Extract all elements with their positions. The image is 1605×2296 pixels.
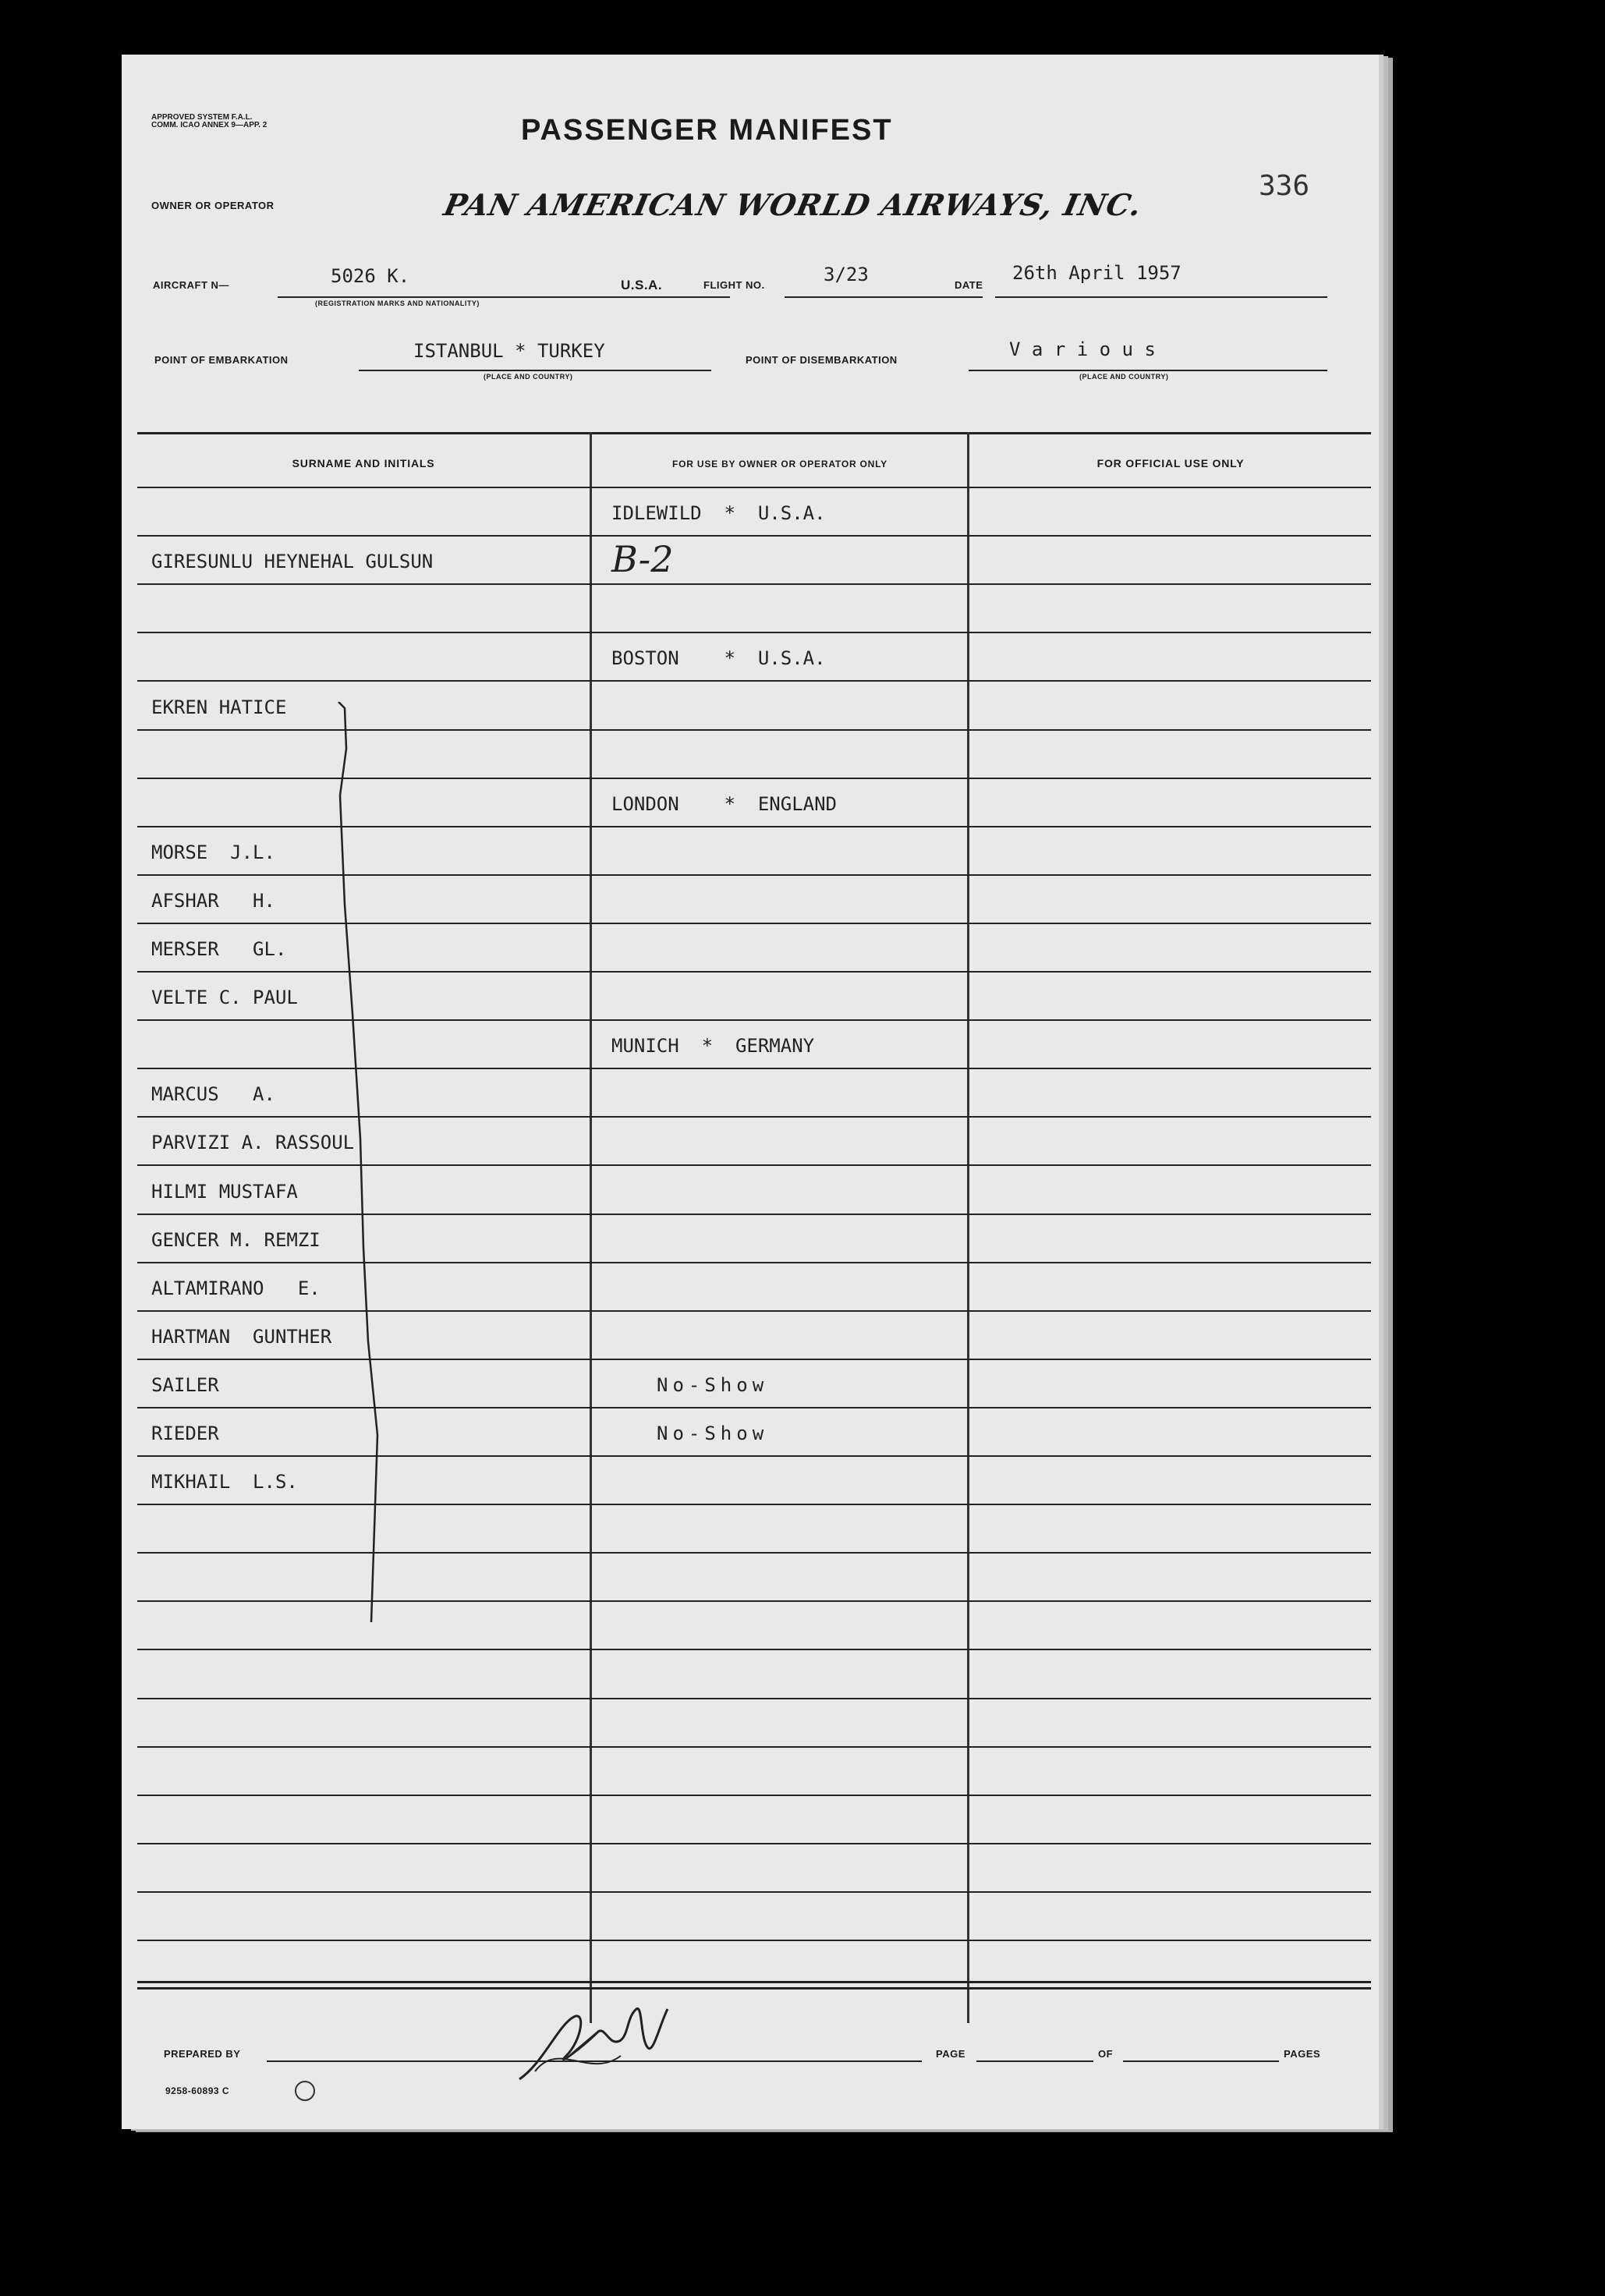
page-title: PASSENGER MANIFEST <box>521 114 893 147</box>
pages-label: PAGES <box>1284 2048 1321 2060</box>
table-top-rule <box>137 432 1371 434</box>
row-line <box>137 680 1371 682</box>
row-line <box>137 1891 1371 1893</box>
operator-note: LONDON * ENGLAND <box>611 793 837 815</box>
prepared-label: PREPARED BY <box>164 2048 241 2060</box>
row-line <box>137 1649 1371 1650</box>
embark-note: (PLACE AND COUNTRY) <box>484 373 573 381</box>
embark-label: POINT OF EMBARKATION <box>154 354 289 366</box>
row-line <box>137 583 1371 585</box>
passenger-name: AFSHAR H. <box>151 890 275 912</box>
operator-note: No-Show <box>657 1374 769 1396</box>
page-label: PAGE <box>936 2048 965 2060</box>
row-line <box>137 1940 1371 1941</box>
row-line <box>137 632 1371 633</box>
passenger-name: SAILER <box>151 1374 219 1396</box>
date-value: 26th April 1957 <box>1012 262 1182 284</box>
manifest-page <box>122 55 1379 2129</box>
disembark-value: V a r i o u s <box>1009 338 1156 360</box>
approval-note: APPROVED SYSTEM F.A.L. COMM. ICAO ANNEX 9—APP. 2 <box>151 113 268 129</box>
row-line <box>137 1746 1371 1748</box>
passenger-name: MERSER GL. <box>151 938 287 960</box>
passenger-name: HILMI MUSTAFA <box>151 1181 298 1203</box>
operator-note: MUNICH * GERMANY <box>611 1035 815 1057</box>
row-line <box>137 487 1371 488</box>
passenger-name: ALTAMIRANO E. <box>151 1277 321 1299</box>
of-label: OF <box>1098 2048 1114 2060</box>
bottom-rule-2 <box>137 1987 1371 1990</box>
union-label-icon <box>295 2081 315 2101</box>
disembark-label: POINT OF DISEMBARKATION <box>746 354 898 366</box>
usa-label: U.S.A. <box>621 278 663 292</box>
handwritten-visa-note: B-2 <box>611 538 674 580</box>
operator-note: No-Show <box>657 1423 769 1444</box>
flight-value: 3/23 <box>824 264 869 285</box>
row-line <box>137 1795 1371 1796</box>
passenger-name: GENCER M. REMZI <box>151 1229 321 1251</box>
embark-value: ISTANBUL * TURKEY <box>413 340 605 362</box>
passenger-name: VELTE C. PAUL <box>151 987 298 1008</box>
date-label: DATE <box>955 279 983 291</box>
passenger-name: EKREN HATICE <box>151 696 287 718</box>
form-number: 9258-60893 C <box>165 2085 230 2096</box>
handwritten-bracket <box>317 702 410 1638</box>
row-line <box>137 1843 1371 1844</box>
passenger-name: MARCUS A. <box>151 1083 275 1105</box>
company-name: PAN AMERICAN WORLD AIRWAYS, INC. <box>441 187 1146 222</box>
aircraft-value: 5026 K. <box>331 265 410 287</box>
bottom-rule-1 <box>137 1981 1371 1983</box>
passenger-name: HARTMAN GUNTHER <box>151 1326 332 1348</box>
row-line <box>137 1698 1371 1699</box>
registration-note: (REGISTRATION MARKS AND NATIONALITY) <box>315 299 480 307</box>
operator-column-header: FOR USE BY OWNER OR OPERATOR ONLY <box>672 459 888 469</box>
page-number: 336 <box>1259 170 1310 202</box>
passenger-name: GIRESUNLU HEYNEHAL GULSUN <box>151 551 434 572</box>
row-line <box>137 535 1371 537</box>
disembark-underline <box>969 370 1327 371</box>
aircraft-label: AIRCRAFT N— <box>153 279 229 291</box>
passenger-name: MORSE J.L. <box>151 842 275 863</box>
passenger-name: RIEDER <box>151 1423 219 1444</box>
flight-underline <box>785 296 983 298</box>
operator-note: IDLEWILD * U.S.A. <box>611 502 826 524</box>
column-divider-1 <box>590 432 592 2023</box>
passenger-name: PARVIZI A. RASSOUL <box>151 1132 355 1153</box>
disembark-note: (PLACE AND COUNTRY) <box>1079 373 1169 381</box>
page-underline <box>976 2060 1093 2062</box>
column-divider-2 <box>967 432 969 2023</box>
of-underline <box>1123 2060 1279 2062</box>
operator-note: BOSTON * U.S.A. <box>611 647 826 669</box>
embark-underline <box>359 370 711 371</box>
official-column-header: FOR OFFICIAL USE ONLY <box>1097 457 1245 469</box>
signature <box>512 1993 683 2095</box>
passenger-name: MIKHAIL L.S. <box>151 1471 298 1493</box>
surname-column-header: SURNAME AND INITIALS <box>292 457 435 469</box>
owner-label: OWNER OR OPERATOR <box>151 200 275 211</box>
flight-label: FLIGHT NO. <box>703 279 765 291</box>
aircraft-underline <box>278 296 730 298</box>
date-underline <box>995 296 1327 298</box>
